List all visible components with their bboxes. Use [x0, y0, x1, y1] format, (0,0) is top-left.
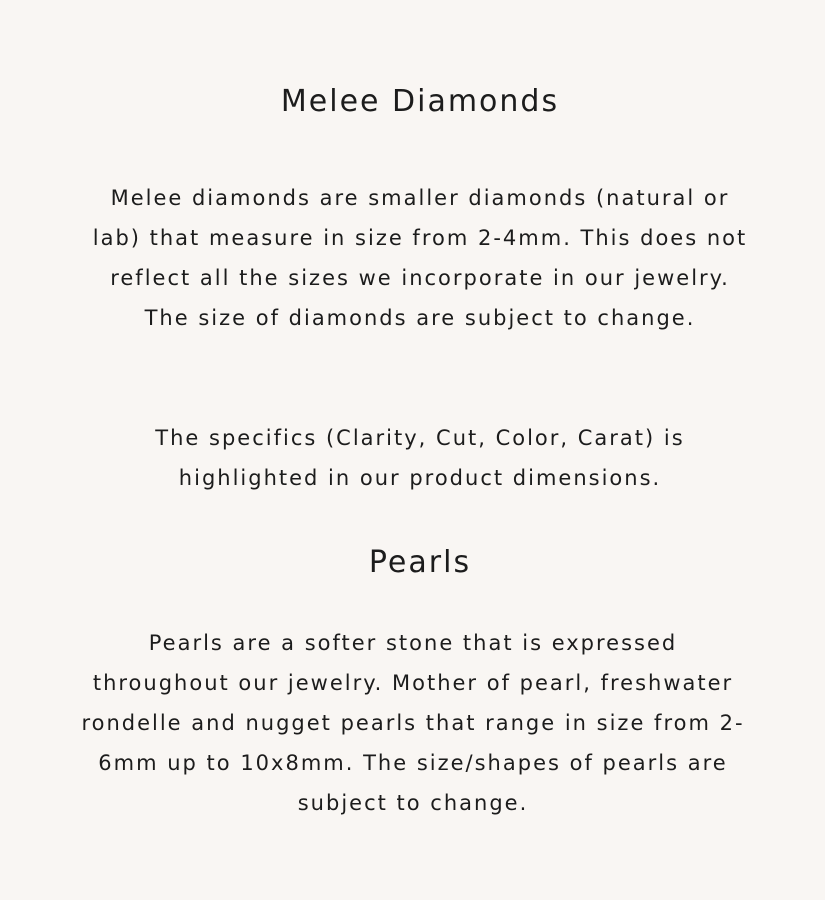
pearls-heading: Pearls [368, 545, 472, 580]
melee-diamonds-specifics: The specifics (Clarity, Cut, Color, Carat) is highlighted in our product dimensions. [155, 426, 685, 490]
pearls-description: Pearls are a softer stone that is expressed throughout our jewelry. Mother of pearl, freshwater rondelle and nugget pearls that range in size from 2-6mm up to 10x8mm. The size/shapes of pearls are subject to change. [81, 631, 745, 815]
melee-diamonds-heading: Melee Diamonds [280, 84, 560, 119]
melee-diamonds-description: Melee diamonds are smaller diamonds (natural or lab) that measure in size from 2-4mm. This does not reflect all the sizes we incorporate in our jewelry. The size of diamonds are subject to change. [92, 186, 748, 330]
